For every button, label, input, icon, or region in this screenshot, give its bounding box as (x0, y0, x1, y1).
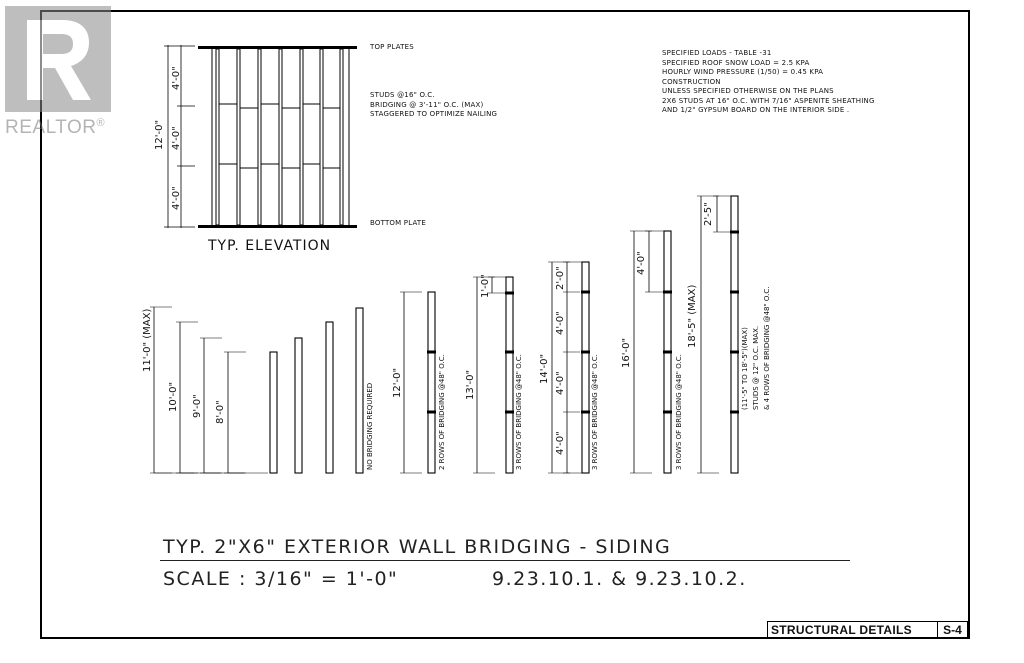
stud (356, 308, 363, 473)
stud (428, 292, 435, 473)
stud (295, 338, 302, 473)
bridging-mark (581, 291, 590, 294)
dim-12ft: 12'-0" (392, 367, 403, 398)
elevation-stud (320, 49, 323, 225)
code-references: 9.23.10.1. & 9.23.10.2. (492, 568, 747, 590)
bridging-mark (730, 411, 739, 414)
elevation-stud (300, 49, 303, 225)
elevation-stud (258, 49, 261, 225)
dim-16ft-top: 4'-0" (636, 251, 647, 275)
dim-18ft: 18'-5" (MAX) (687, 284, 698, 348)
main-title: TYP. 2"X6" EXTERIOR WALL BRIDGING - SIDING (163, 536, 672, 558)
elevation-stud (237, 49, 240, 225)
elevation-stud (340, 49, 343, 225)
elevation-studs (212, 49, 349, 225)
dim-14ft: 14'-0" (539, 353, 550, 384)
bottom-plate-label: BOTTOM PLATE (370, 219, 427, 227)
elevation-stud (216, 49, 219, 225)
stud-16-note: 3 ROWS OF BRIDGING @48" O.C. (675, 354, 683, 470)
dim-16ft: 16'-0" (621, 337, 632, 368)
dim-14-seg-2: 4'-0" (555, 311, 566, 335)
stud (270, 352, 277, 473)
dim-14-seg-4: 4'-0" (555, 431, 566, 455)
bridging-mark (427, 411, 436, 414)
stud-18-note-3: & 4 ROWS OF BRIDGING @48" O.C. (763, 286, 771, 410)
dim-10ft: 10'-0" (168, 381, 179, 412)
sheet-number: S-4 (937, 622, 967, 637)
title-block (767, 621, 968, 638)
dim-11ft: 11'-0" (MAX) (142, 308, 153, 372)
bridging-mark (730, 291, 739, 294)
elevation-overall-dim: 12'-0" (154, 119, 165, 150)
bridging-mark (581, 411, 590, 414)
bridging-mark (730, 351, 739, 354)
stud (582, 262, 589, 473)
stud-18-note-1: (11'-5" TO 18'-5")(MAX) (741, 327, 749, 410)
stud-notes: STUDS @16" O.C. BRIDGING @ 3'-11" O.C. (MAX) STAGGERED TO OPTIMIZE NAILING (370, 91, 498, 118)
stud-14-note: 3 ROWS OF BRIDGING @48" O.C. (591, 354, 599, 470)
dim-13ft-top: 1'-0" (480, 274, 491, 298)
dim-18ft-top: 2'-5" (703, 202, 714, 226)
stud-12-note: 2 ROWS OF BRIDGING @48" O.C. (438, 354, 446, 470)
elevation-stud (279, 49, 282, 225)
dim-13ft: 13'-0" (465, 369, 476, 400)
bridging-mark (505, 351, 514, 354)
dim-9ft: 9'-0" (192, 394, 203, 418)
stud (326, 322, 333, 473)
stud-13-note: 3 ROWS OF BRIDGING @48" O.C. (515, 354, 523, 470)
realtor-wordmark: REALTOR® (5, 117, 106, 138)
no-bridging-note: NO BRIDGING REQUIRED (366, 382, 374, 470)
stud (506, 277, 513, 473)
elevation-title: TYP. ELEVATION (208, 238, 332, 254)
dim-8ft: 8'-0" (215, 400, 226, 424)
elevation-seg-dim-2: 4'-0" (171, 126, 182, 150)
dim-14-seg-1: 2'-0" (555, 266, 566, 290)
bridging-mark (663, 411, 672, 414)
bridging-mark (505, 411, 514, 414)
dim-14-seg-3: 4'-0" (555, 371, 566, 395)
elevation-seg-dim-3: 4'-0" (171, 186, 182, 210)
stud (731, 196, 738, 473)
scale-line: SCALE : 3/16" = 1'-0" (163, 568, 399, 590)
top-plates-label: TOP PLATES (370, 43, 414, 51)
bridging-mark (581, 351, 590, 354)
realtor-logo (3, 4, 115, 138)
bridging-mark (427, 351, 436, 354)
stud-18-note-2: STUDS @ 12" O.C. MAX. (752, 325, 760, 410)
title-underline (160, 560, 850, 561)
bridging-mark (663, 351, 672, 354)
elevation-seg-dim-1: 4'-0" (171, 66, 182, 90)
title-block-label: STRUCTURAL DETAILS (771, 622, 912, 637)
spec-notes: SPECIFIED LOADS - TABLE -31 SPECIFIED ROOF SNOW LOAD = 2.5 KPA HOURLY WIND PRESSURE (1/50) = 0.45 KPA CONSTRUCTION UNLESS SPECIFIED OTHERWISE ON THE PLANS 2X6 STUDS AT 16" O.C. WITH 7/16" ASPENITE SHEATHING AND 1/2" GYPSUM BOARD ON THE INTERIOR SIDE . (662, 49, 875, 114)
